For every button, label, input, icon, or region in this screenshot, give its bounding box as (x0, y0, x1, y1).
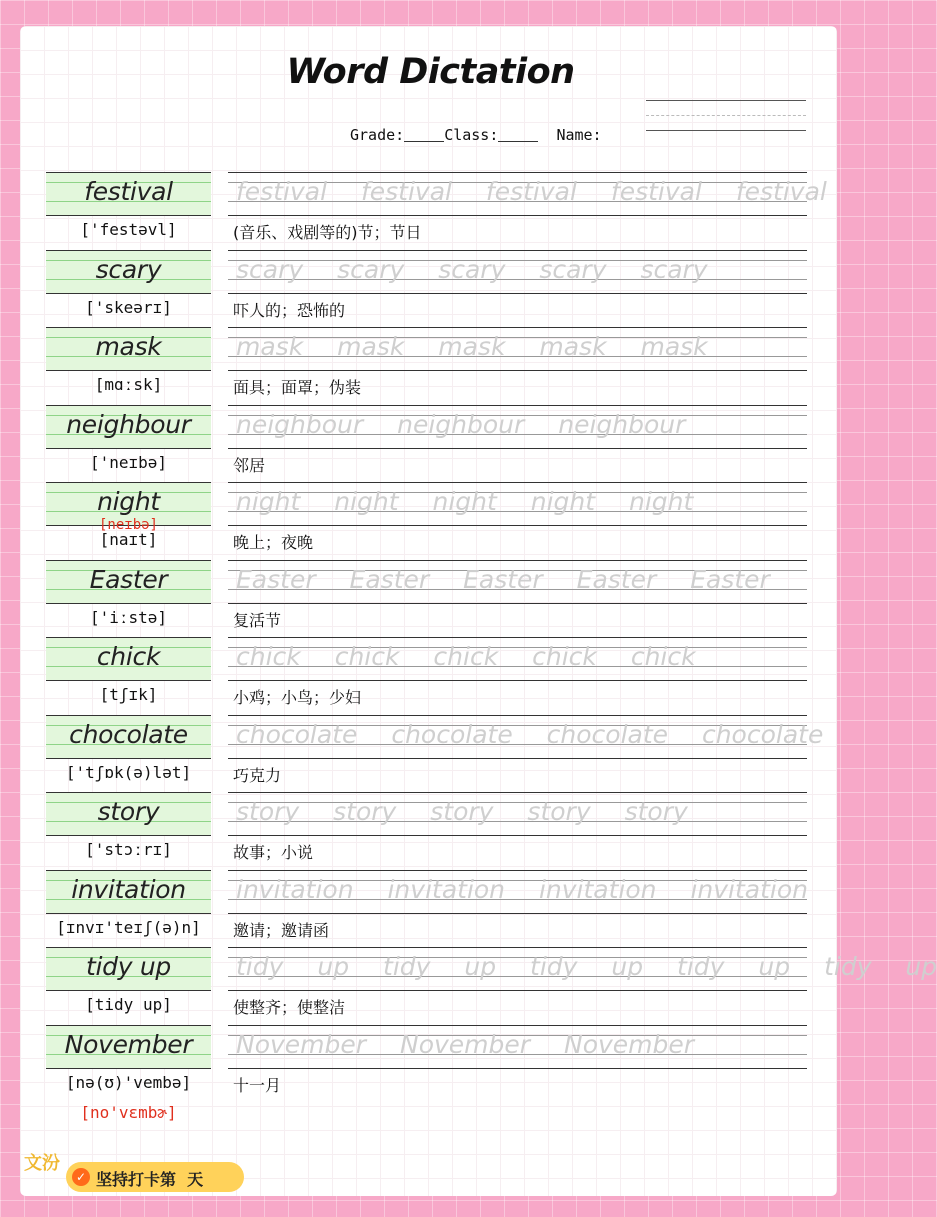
meaning: 故事；小说 (233, 843, 314, 862)
trace-writing-lines[interactable] (228, 405, 807, 449)
trace-text: scary scary scary scary scary (236, 254, 708, 284)
trace-text: mask mask mask mask mask (236, 332, 708, 361)
word-row (46, 870, 807, 947)
trace-text: tidy up tidy up tidy up tidy up tidy up (236, 952, 937, 981)
vocab-word: story (97, 797, 160, 826)
word-box (46, 172, 211, 216)
trace-text: November November November (236, 1029, 695, 1059)
vocab-word: invitation (71, 874, 186, 904)
student-info-line (350, 126, 602, 144)
vocab-word: festival (84, 177, 173, 206)
logo-mark: 文汾 (24, 1153, 60, 1174)
trace-text: invitation invitation invitation invitation (236, 874, 809, 904)
word-row (46, 405, 807, 482)
class-label: Class: (444, 126, 499, 144)
trace-writing-lines[interactable] (228, 327, 807, 371)
phonetic: ['tʃɒk(ə)lət] (65, 762, 192, 782)
check-icon: ✓ (72, 1168, 90, 1186)
word-box (46, 250, 211, 294)
meaning: (音乐、戏剧等的)节；节日 (233, 223, 422, 242)
page-title: Word Dictation (286, 52, 575, 92)
vocab-word: November (64, 1029, 193, 1059)
meaning: 邻居 (233, 455, 266, 475)
phonetic: ['festəvl] (80, 220, 177, 239)
word-box (46, 792, 211, 836)
trace-writing-lines[interactable] (228, 250, 807, 294)
word-box (46, 560, 211, 604)
phonetic: ['stɔːrɪ] (85, 840, 172, 859)
word-row (46, 947, 937, 1024)
phonetic: [nə(ʊ)'vembə] (65, 1072, 192, 1092)
checkin-badge (66, 1162, 244, 1192)
word-row (46, 715, 824, 792)
phonetic: [tʃɪk] (99, 685, 158, 704)
trace-writing-lines[interactable] (228, 482, 807, 526)
grade-blank[interactable] (404, 141, 444, 142)
word-box (46, 870, 211, 914)
trace-text: festival festival festival festival festival (236, 177, 827, 206)
trace-writing-lines[interactable] (228, 792, 807, 836)
meaning: 面具；面罩；伪装 (233, 378, 362, 397)
trace-text: night night night night night (236, 487, 694, 516)
word-row (46, 1025, 807, 1102)
meaning: 晚上；夜晚 (233, 533, 314, 552)
trace-writing-lines[interactable] (228, 715, 824, 759)
phonetic: [ɪnvɪ'teɪʃ(ə)n] (56, 917, 201, 937)
phonetic: ['iːstə] (89, 607, 168, 627)
name-writing-lines (646, 100, 806, 145)
trace-text: chick chick chick chick chick (236, 642, 696, 671)
trace-text: neighbour neighbour neighbour (236, 409, 686, 439)
vocab-word: chocolate (69, 719, 188, 749)
trace-writing-lines[interactable] (228, 172, 827, 216)
vocab-word: scary (95, 254, 162, 284)
red-phonetic-november: [no'vɛmbɚ] (80, 1103, 177, 1122)
class-blank[interactable] (498, 141, 538, 142)
meaning: 复活节 (233, 610, 282, 630)
trace-writing-lines[interactable] (228, 560, 807, 604)
trace-writing-lines[interactable] (228, 947, 937, 991)
word-row (46, 792, 807, 869)
trace-text: chocolate chocolate chocolate chocolate (236, 719, 824, 749)
grade-label: Grade: (350, 126, 405, 144)
phonetic: [tidy up] (85, 995, 172, 1014)
word-row (46, 172, 827, 249)
trace-writing-lines[interactable] (228, 870, 807, 914)
word-box (46, 327, 211, 371)
phonetic: [naɪt] (99, 530, 158, 549)
name-label: Name: (556, 126, 602, 144)
phonetic: ['skeərɪ] (85, 297, 172, 317)
word-row (46, 637, 807, 714)
red-phonetic-night: [neɪbə] (98, 517, 158, 533)
meaning: 使整齐；使整洁 (233, 998, 346, 1017)
word-box (46, 1025, 211, 1069)
meaning: 巧克力 (233, 765, 282, 785)
meaning: 十一月 (233, 1075, 282, 1095)
word-box (46, 637, 211, 681)
vocab-word: tidy up (86, 952, 171, 981)
vocab-word: Easter (89, 564, 168, 594)
trace-writing-lines[interactable] (228, 1025, 807, 1069)
word-box (46, 405, 211, 449)
word-row (46, 560, 807, 637)
trace-text: story story story story story (236, 797, 688, 826)
word-row (46, 327, 807, 404)
vocab-word: neighbour (66, 409, 191, 439)
word-box (46, 715, 211, 759)
checkin-text: 坚持打卡第 天 (96, 1170, 204, 1189)
word-box (46, 947, 211, 991)
meaning: 吓人的；恐怖的 (233, 300, 346, 320)
meaning: 小鸡；小鸟；少妇 (233, 688, 362, 707)
trace-writing-lines[interactable] (228, 637, 807, 681)
vocab-word: chick (96, 642, 161, 671)
phonetic: [mɑːsk] (94, 375, 163, 394)
trace-text: Easter Easter Easter Easter Easter (236, 564, 770, 594)
phonetic: ['neɪbə] (89, 452, 168, 472)
vocab-word: night (97, 487, 160, 516)
meaning: 邀请；邀请函 (233, 920, 330, 940)
word-row (46, 250, 807, 327)
vocab-word: mask (95, 332, 162, 361)
